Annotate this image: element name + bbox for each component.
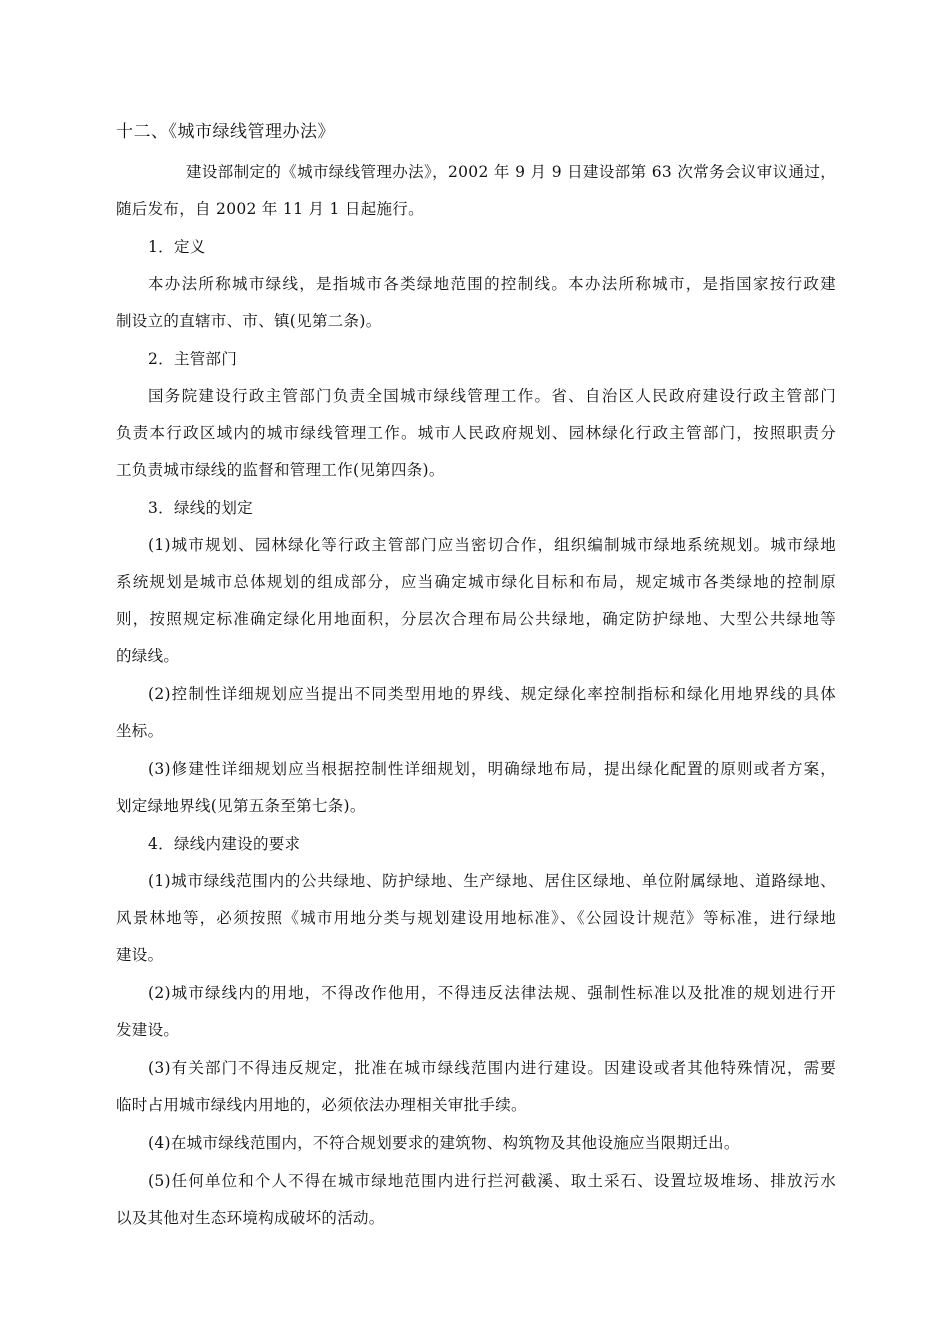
definition-line-1: 本办法所称城市绿线，是指城市各类绿地范围的控制线。本办法所称城市，是指国家按行政建 (148, 275, 836, 293)
delineation-p1-line-1: (1)城市规划、园林绿化等行政主管部门应当密切合作，组织编制城市绿地系统规划。城市绿地 (148, 536, 836, 554)
section-heading-delineation: 3．绿线的划定 (148, 499, 253, 517)
requirements-p2-line-1: (2)城市绿线内的用地，不得改作他用，不得违反法律法规、强制性标准以及批准的规划进行开 (148, 984, 836, 1002)
requirements-p1-line-1: (1)城市绿线范围内的公共绿地、防护绿地、生产绿地、居住区绿地、单位附属绿地、道路绿地、 (148, 872, 836, 890)
authority-line-1: 国务院建设行政主管部门负责全国城市绿线管理工作。省、自治区人民政府建设行政主管部门 (148, 387, 836, 405)
requirements-p1-line-2: 风景林地等，必须按照《城市用地分类与规划建设用地标准》、《公园设计规范》等标准，进行绿地 (116, 909, 836, 927)
authority-line-2: 负责本行政区域内的城市绿线管理工作。城市人民政府规划、园林绿化行政主管部门，按照职责分 (116, 424, 836, 442)
requirements-p3-line-1: (3)有关部门不得违反规定，批准在城市绿线范围内进行建设。因建设或者其他特殊情况，需要 (148, 1059, 836, 1077)
document-title: 十二、《城市绿线管理办法》 (116, 122, 335, 142)
section-heading-requirements: 4．绿线内建设的要求 (148, 835, 301, 853)
delineation-p2-line-2: 坐标。 (116, 722, 164, 740)
delineation-p3-line-2: 划定绿地界线(见第五条至第七条)。 (116, 797, 366, 815)
authority-line-3: 工负责城市绿线的监督和管理工作(见第四条)。 (116, 461, 445, 479)
intro-line-1: 建设部制定的《城市绿线管理办法》，2002 年 9 月 9 日建设部第 63 次常务会议审议通过， (186, 163, 836, 181)
requirements-p3-line-2: 临时占用城市绿线内用地的，必须依法办理相关审批手续。 (116, 1096, 527, 1114)
intro-line-2: 随后发布，自 2002 年 11 月 1 日起施行。 (116, 200, 424, 218)
requirements-p4-line-1: (4)在城市绿线范围内，不符合规划要求的建筑物、构筑物及其他设施应当限期迁出。 (148, 1134, 740, 1152)
requirements-p2-line-2: 发建设。 (116, 1021, 180, 1039)
section-heading-definition: 1．定义 (148, 238, 206, 256)
delineation-p1-line-2: 系统规划是城市总体规划的组成部分，应当确定城市绿化目标和布局，规定城市各类绿地的控制原 (116, 573, 836, 591)
section-heading-authority: 2．主管部门 (148, 350, 238, 368)
delineation-p1-line-4: 的绿线。 (116, 647, 180, 665)
requirements-p5-line-1: (5)任何单位和个人不得在城市绿地范围内进行拦河截溪、取土采石、设置垃圾堆场、排放污水 (148, 1172, 836, 1190)
requirements-p5-line-2: 以及其他对生态环境构成破坏的活动。 (116, 1209, 385, 1227)
requirements-p1-line-3: 建设。 (116, 946, 164, 964)
delineation-p1-line-3: 则，按照规定标准确定绿化用地面积，分层次合理布局公共绿地，确定防护绿地、大型公共绿地等 (116, 610, 836, 628)
delineation-p3-line-1: (3)修建性详细规划应当根据控制性详细规划，明确绿地布局，提出绿化配置的原则或者方案， (148, 760, 836, 778)
definition-line-2: 制设立的直辖市、市、镇(见第二条)。 (116, 312, 382, 330)
delineation-p2-line-1: (2)控制性详细规划应当提出不同类型用地的界线、规定绿化率控制指标和绿化用地界线的具体 (148, 685, 836, 703)
